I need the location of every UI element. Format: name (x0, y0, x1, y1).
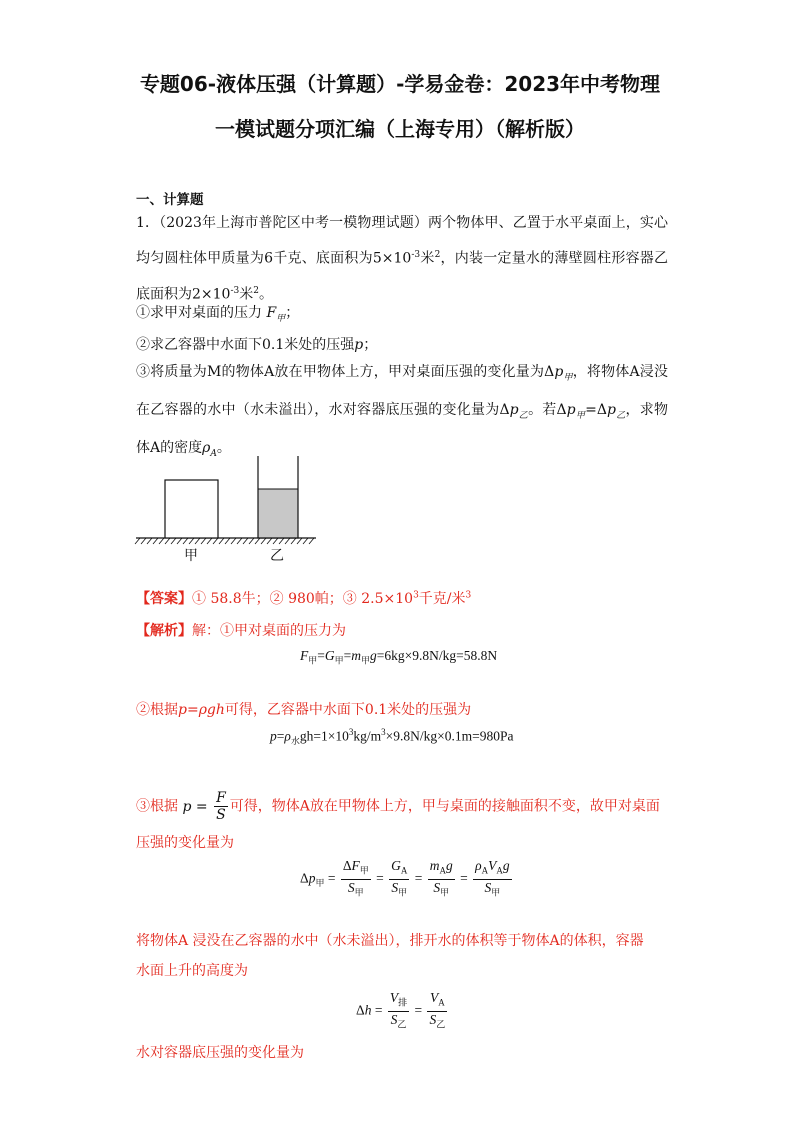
answer-line: 【答案】① 58.8牛；② 980帕；③ $2.5\times 10^3$千克/米$^3$ (136, 590, 472, 607)
label-yi: 乙 (270, 548, 284, 564)
sub-question-2: ②求乙容器中水面下0.1米处的压强p； (136, 337, 378, 353)
document-title-line-2: 一模试题分项汇编（上海专用）（解析版） (215, 117, 585, 141)
label-jia: 甲 (184, 548, 198, 564)
analysis-intro: 【解析】解：①甲对桌面的压力为 (136, 623, 346, 639)
formula-force: $F_甲=G_甲=m_甲g=6kg\times 9.8N/kg=58.8N$ (300, 648, 498, 666)
analysis-step-5: 水对容器底压强的变化量为 (136, 1045, 304, 1061)
formula-pressure: $p=\rho_水gh=1\times 10^3kg/m^3\times 9.8N/kg\times 0.1m=980Pa$ (270, 727, 514, 747)
analysis-step-4b: 水面上升的高度为 (136, 963, 248, 979)
analysis-step-4: 将物体A 浸没在乙容器的水中（水未溢出），排开水的体积等于物体A的体积，容器 (136, 933, 644, 949)
section-heading: 一、计算题 (136, 192, 204, 208)
analysis-step-3b: 压强的变化量为 (136, 835, 234, 851)
question-stem: 1．（2023年上海市普陀区中考一模物理试题）两个物体甲、乙置于水平桌面上，实心均匀圆柱体甲质量为6千克、底面积为$5\times 10^{-3}$米$^2$，内装一定量水的薄壁圆柱形容器乙底面积为$2\times 10^{-3}$米$^2$。 (136, 215, 669, 303)
water-in-container-yi (258, 489, 298, 538)
analysis-step-3: ③根据 p = $\frac{F}{S}$ 可得，物体A放在甲物体上方，甲与桌面的接触面积不变，故甲对桌面 (136, 790, 660, 823)
formula-height-rise: Δh = $\frac{V_排}{S_乙}$ = $\frac{V_A}{S_乙}$ (356, 990, 446, 1030)
analysis-step-2: ②根据p=ρgh可得，乙容器中水面下0.1米处的压强为 (136, 702, 472, 718)
sub-question-3: ③将质量为M的物体A放在甲物体上方，甲对桌面压强的变化量为$\Delta p_甲$，将物体A浸没在乙容器的水中（水未溢出），水对容器底压强的变化量为$\Delta p_乙$。若$\Delta p_甲=\Delta p_乙$，求物体A的密度$\rho_A$。 (136, 364, 668, 459)
document-title-line-1: 专题06-液体压强（计算题）-学易金卷：2023年中考物理 (139, 72, 661, 96)
cylinder-jia (165, 480, 218, 538)
question-figure (130, 450, 320, 565)
sub-question-1: ①求甲对桌面的压力 $F_甲$； (136, 305, 300, 324)
formula-delta-pressure-jia: $\Delta p_甲$ = $\frac{\Delta F_甲}{S_甲}$ = $\frac{G_A}{S_甲}$ = $\frac{m_Ag}{S_甲}$ = $\frac{\rho_AV_Ag}{S_甲}$ (300, 858, 510, 898)
